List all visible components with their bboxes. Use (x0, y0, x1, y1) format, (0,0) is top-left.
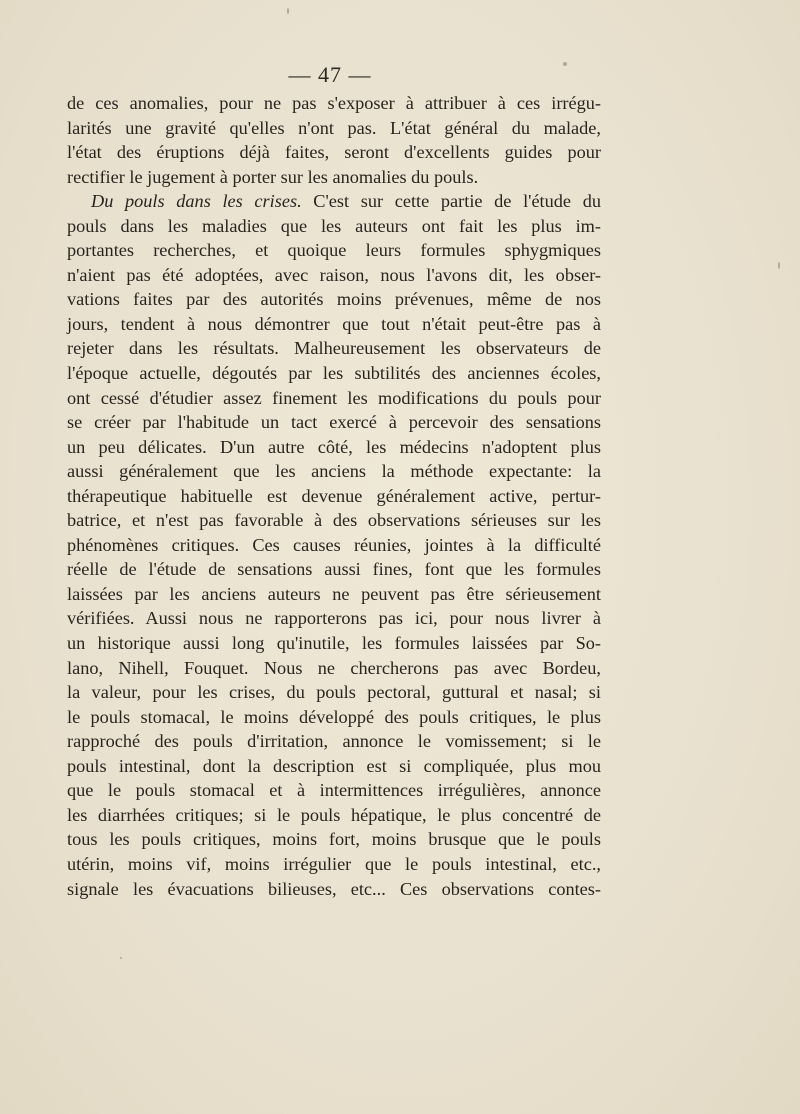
text-line: les diarrhées critiques; si le pouls hépatique, le plus concentré de (67, 804, 601, 825)
text-line: réelle de l'étude de sensations aussi fines, font que les formules (67, 559, 601, 580)
text-line: utérin, moins vif, moins irrégulier que le pouls intestinal, etc., (67, 853, 601, 874)
text-line: batrice, et n'est pas favorable à des observations sérieuses sur les (67, 510, 601, 531)
text-line: un historique aussi long qu'inutile, les formules laissées par So- (67, 633, 601, 654)
text-line: que le pouls stomacal et à intermittences irrégulières, annonce (67, 780, 601, 801)
text-line-with-heading (67, 189, 601, 214)
text-line: jours, tendent à nous démontrer que tout n'était peut-être pas à (67, 313, 601, 334)
text-line: le pouls stomacal, le moins développé des pouls critiques, le plus (67, 706, 601, 727)
text-line: ont cessé d'étudier assez finement les modifications du pouls pour (67, 387, 601, 408)
text-line: aussi généralement que les anciens la méthode expectante: la (67, 461, 601, 482)
text-line: portantes recherches, et quoique leurs formules sphygmiques (67, 240, 601, 261)
text-line: un peu délicates. D'un autre côté, les médecins n'adoptent plus (67, 436, 601, 457)
text-line: n'aient pas été adoptées, avec raison, nous l'avons dit, les obser- (67, 264, 601, 285)
page-number: — 47 — (288, 62, 372, 87)
text-line: vations faites par des autorités moins prévenues, même de nos (67, 289, 601, 310)
text-line: phénomènes critiques. Ces causes réunies, jointes à la difficulté (67, 534, 601, 555)
section-heading: Du pouls dans les crises. (91, 191, 302, 212)
text-line-rest: C'est sur cette partie de l'étude du (313, 191, 601, 212)
text-line: l'époque actuelle, dégoutés par les subtilités des anciennes écoles, (67, 363, 601, 384)
paper-speck (563, 62, 567, 66)
text-line: rectifier le jugement à porter sur les anomalies du pouls. (67, 166, 479, 187)
text-line: l'état des éruptions déjà faites, seront d'excellents guides pour (67, 142, 601, 163)
text-line: pouls intestinal, dont la description est si compliquée, plus mou (67, 755, 601, 776)
text-line: la valeur, pour les crises, du pouls pectoral, guttural et nasal; si (67, 682, 601, 703)
text-line: se créer par l'habitude un tact exercé à percevoir des sensations (67, 412, 601, 433)
text-line: laissées par les anciens auteurs ne peuvent pas être sérieusement (67, 583, 601, 604)
body-text (67, 91, 601, 901)
paper-speck (778, 262, 780, 269)
text-line: signale les évacuations bilieuses, etc... Ces observations contes- (67, 878, 601, 899)
text-line: pouls dans les maladies que les auteurs ont fait les plus im- (67, 215, 601, 236)
text-line: rapproché des pouls d'irritation, annonce le vomissement; si le (67, 731, 601, 752)
paper-speck (120, 957, 122, 959)
text-line: de ces anomalies, pour ne pas s'exposer à attribuer à ces irrégu- (67, 93, 601, 113)
text-line: lano, Nihell, Fouquet. Nous ne chercherons pas avec Bordeu, (67, 657, 601, 678)
text-line: vérifiées. Aussi nous ne rapporterons pas ici, pour nous livrer à (67, 608, 601, 629)
paper-speck (287, 8, 289, 14)
text-line: thérapeutique habituelle est devenue généralement active, pertur- (67, 485, 601, 506)
text-line: larités une gravité qu'elles n'ont pas. L'état général du malade, (67, 117, 601, 138)
text-line: tous les pouls critiques, moins fort, moins brusque que le pouls (67, 829, 601, 850)
text-line: rejeter dans les résultats. Malheureusement les observateurs de (67, 338, 601, 359)
